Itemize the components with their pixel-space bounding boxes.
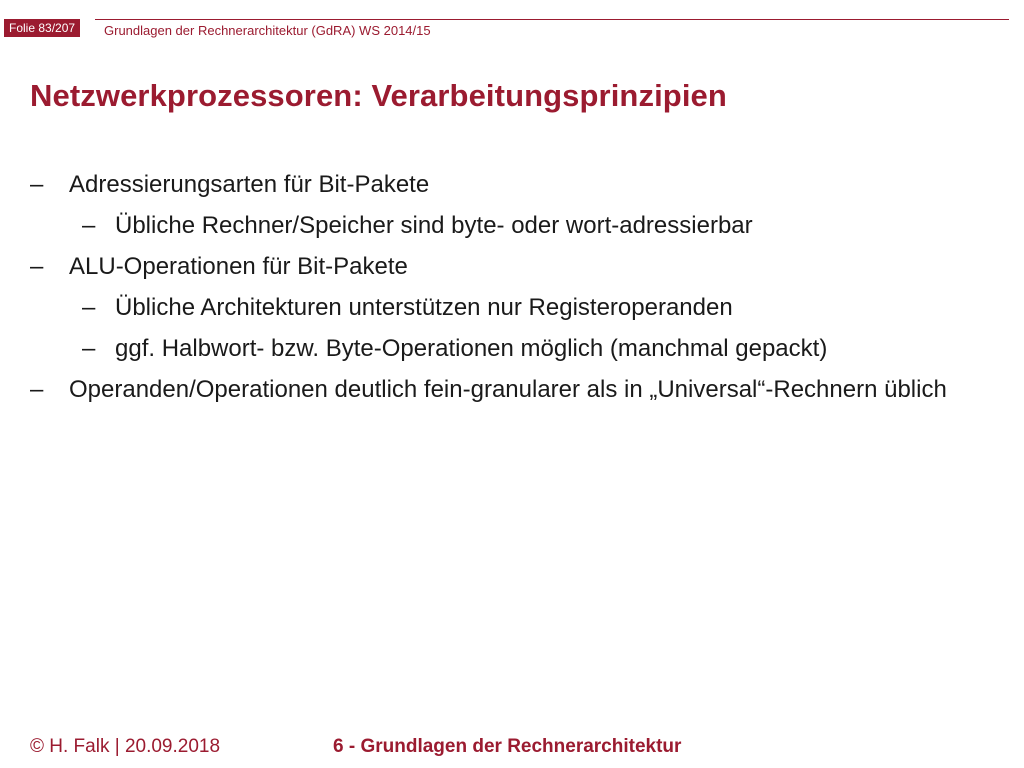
bullet-dash: – <box>82 294 96 321</box>
bullet-text: Übliche Architekturen unterstützen nur Registeroperanden <box>115 294 733 321</box>
slide-counter-badge: Folie 83/207 <box>4 19 80 37</box>
footer-copyright: © H. Falk | 20.09.2018 <box>30 736 221 757</box>
bullet-item <box>30 246 990 287</box>
bullet-text: Adressierungsarten für Bit-Pakete <box>69 171 430 198</box>
bullet-text: Übliche Rechner/Speicher sind byte- oder wort-adressierbar <box>115 212 753 239</box>
header-divider-line <box>95 19 1009 20</box>
bullet-text: ALU-Operationen für Bit-Pakete <box>69 253 408 280</box>
sub-bullet-item <box>30 287 990 328</box>
footer-chapter-title: 6 - Grundlagen der Rechnerarchitektur <box>333 736 682 757</box>
bullet-dash: – <box>30 376 44 403</box>
bullet-text: Operanden/Operationen deutlich fein-granularer als in „Universal“-Rechnern üblich <box>69 376 947 403</box>
bullet-dash: – <box>82 335 96 362</box>
bullet-list <box>30 164 990 410</box>
bullet-text: ggf. Halbwort- bzw. Byte-Operationen möglich (manchmal gepackt) <box>115 335 828 362</box>
bullet-dash: – <box>82 212 96 239</box>
bullet-dash: – <box>30 253 44 280</box>
course-title: Grundlagen der Rechnerarchitektur (GdRA) WS 2014/15 <box>104 23 431 38</box>
sub-bullet-item <box>30 205 990 246</box>
bullet-dash: – <box>30 171 44 198</box>
bullet-item <box>30 164 990 205</box>
bullet-item <box>30 369 949 410</box>
sub-bullet-item <box>30 328 990 369</box>
page-title: Netzwerkprozessoren: Verarbeitungsprinzipien <box>30 78 727 113</box>
